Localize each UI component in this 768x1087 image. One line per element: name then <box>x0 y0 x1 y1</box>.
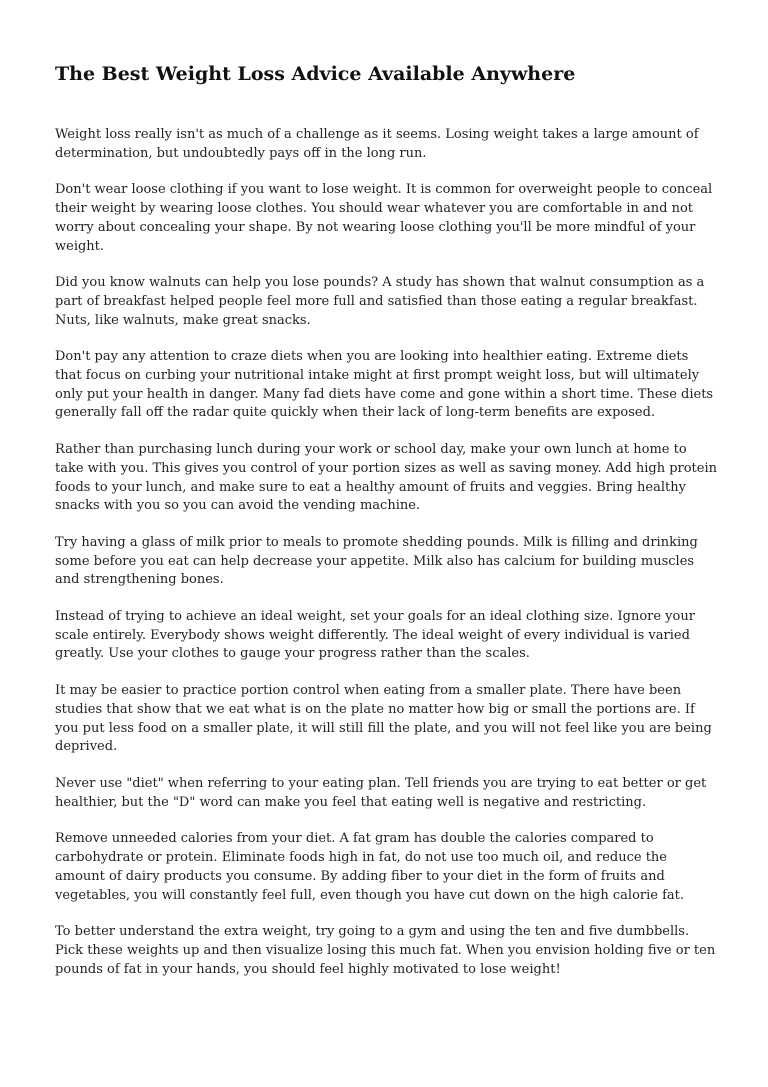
paragraph-4: Don't pay any attention to craze diets when you are looking into healthier eating. Extreme diets that focus on curbing your nutritional intake might at first prompt weight loss, but will ultimately only put your health in danger. Many fad diets have come and gone within a short time. These diets generally fall off the radar quite quickly when their lack of long-term benefits are exposed. <box>55 349 714 421</box>
paragraph-7: Instead of trying to achieve an ideal weight, set your goals for an ideal clothing size. Ignore your scale entirely. Everybody shows weight differently. The ideal weight of every individual is varied greatly. Use your clothes to gauge your progress rather than the scales. <box>55 609 695 662</box>
paragraph-3: Did you know walnuts can help you lose pounds? A study has shown that walnut consumption as a part of breakfast helped people feel more full and satisfied than those eating a regular breakfast. Nuts, like walnuts, make great snacks. <box>55 275 705 328</box>
paragraph-8: It may be easier to practice portion control when eating from a smaller plate. There have been studies that show that we eat what is on the plate no matter how big or small the portions are. If you put less food on a smaller plate, it will still fill the plate, and you will not feel like you are being deprived. <box>55 683 712 755</box>
paragraph-10: Remove unneeded calories from your diet. A fat gram has double the calories compared to carbohydrate or protein. Eliminate foods high in fat, do not use too much oil, and reduce the amount of dairy products you consume. By adding fiber to your diet in the form of fruits and vegetables, you will constantly feel full, even though you have cut down on the high calorie fat. <box>55 831 685 903</box>
paragraph-2: Don't wear loose clothing if you want to lose weight. It is common for overweight people to conceal their weight by wearing loose clothes. You should wear whatever you are comfortable in and not worry about concealing your shape. By not wearing loose clothing you'll be more mindful of your weight. <box>55 182 713 254</box>
paragraph-9: Never use "diet" when referring to your eating plan. Tell friends you are trying to eat better or get healthier, but the "D" word can make you feel that eating well is negative and restricting. <box>55 775 707 810</box>
paragraph-5: Rather than purchasing lunch during your work or school day, make your own lunch at home to take with you. This gives you control of your portion sizes as well as saving money. Add high protein foods to your lunch, and make sure to eat a healthy amount of fruits and veggies. Bring healthy snacks with you so you can avoid the vending machine. <box>55 442 718 514</box>
document-title: The Best Weight Loss Advice Available Anywhere <box>55 63 576 85</box>
paragraph-1: Weight loss really isn't as much of a challenge as it seems. Losing weight takes a large amount of determination, but undoubtedly pays off in the long run. <box>55 127 699 161</box>
paragraph-11: To better understand the extra weight, try going to a gym and using the ten and five dumbbells. Pick these weights up and then visualize losing this much fat. When you envision holding five or ten pounds of fat in your hands, you should feel highly motivated to lose weight! <box>55 924 716 977</box>
paragraph-6: Try having a glass of milk prior to meals to promote shedding pounds. Milk is filling and drinking some before you eat can help decrease your appetite. Milk also has calcium for building muscles and strengthening bones. <box>55 534 698 588</box>
